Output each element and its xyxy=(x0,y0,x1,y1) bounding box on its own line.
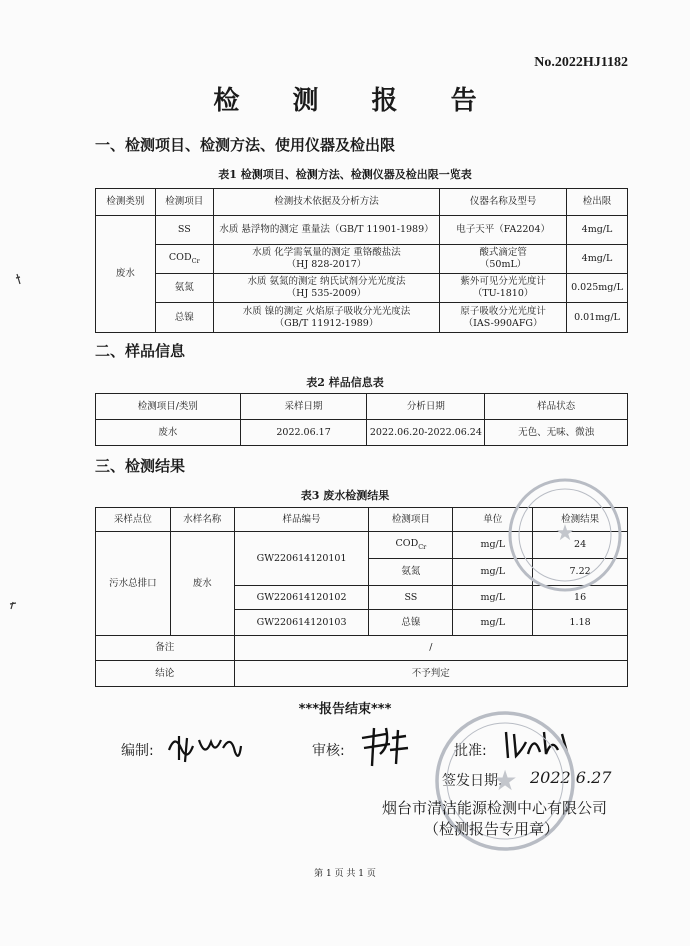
item-cell: SS xyxy=(369,586,453,610)
unit-cell: mg/L xyxy=(453,586,533,610)
method-cell: 水质 氨氮的测定 纳氏试剂分光光度法 （HJ 535-2009） xyxy=(213,274,439,303)
method-cell: 水质 悬浮物的测定 重量法（GB/T 11901-1989） xyxy=(213,216,439,245)
sampling-point-cell: 污水总排口 xyxy=(96,532,171,636)
header-cell: 样品编号 xyxy=(234,508,369,532)
header-cell: 检测项目 xyxy=(155,189,213,216)
table-3-caption: 表3 废水检测结果 xyxy=(300,489,390,502)
result-cell: 24 xyxy=(533,532,628,559)
table-header-row xyxy=(96,189,628,216)
remark-row xyxy=(96,636,628,661)
instrument-cell: 紫外可见分光光度计 （TU-1810） xyxy=(440,274,567,303)
remark-value: / xyxy=(234,636,627,661)
header-cell: 检测技术依据及分析方法 xyxy=(213,189,439,216)
category-cell: 废水 xyxy=(96,420,241,446)
header-cell: 检出限 xyxy=(567,189,628,216)
instrument-cell: 电子天平（FA2204） xyxy=(440,216,567,245)
header-cell: 采样日期 xyxy=(240,394,367,420)
compiler-signature xyxy=(165,728,245,766)
unit-cell: mg/L xyxy=(453,610,533,636)
header-cell: 检测结果 xyxy=(533,508,628,532)
table-row xyxy=(96,274,628,303)
unit-cell: mg/L xyxy=(453,532,533,559)
limit-cell: 4mg/L xyxy=(567,245,628,274)
sample-name-cell: 废水 xyxy=(170,532,234,636)
header-cell: 检测项目/类别 xyxy=(96,394,241,420)
issue-date-label: 签发日期: xyxy=(442,773,503,789)
result-cell: 1.18 xyxy=(533,610,628,636)
reviewer-label: 审核: xyxy=(312,743,345,759)
table-2-caption: 表2 样品信息表 xyxy=(306,376,384,389)
sampling-date-cell: 2022.06.17 xyxy=(240,420,367,446)
remark-label: 备注 xyxy=(96,636,235,661)
method-table xyxy=(95,188,628,333)
instrument-cell: 原子吸收分光光度计 （IAS-990AFG） xyxy=(440,303,567,333)
analysis-date-cell: 2022.06.20-2022.06.24 xyxy=(367,420,485,446)
unit-cell: mg/L xyxy=(453,559,533,586)
conclusion-label: 结论 xyxy=(96,661,235,687)
method-cell: 水质 镍的测定 火焰原子吸收分光光度法 （GB/T 11912-1989） xyxy=(213,303,439,333)
svg-text:★: ★ xyxy=(555,521,575,546)
section-3-heading: 三、检测结果 xyxy=(95,457,186,475)
result-cell: 16 xyxy=(533,586,628,610)
sample-number-cell: GW220614120101 xyxy=(234,532,369,586)
table-row xyxy=(96,420,628,446)
svg-text:★: ★ xyxy=(492,764,518,797)
organization-seal-note: （检测报告专用章） xyxy=(424,820,560,838)
sample-state-cell: 无色、无味、微浊 xyxy=(485,420,628,446)
testing-seal-stamp-results xyxy=(500,470,630,600)
header-cell: 仪器名称及型号 xyxy=(440,189,567,216)
limit-cell: 4mg/L xyxy=(567,216,628,245)
scan-mark xyxy=(14,272,24,286)
organization-name: 烟台市清洁能源检测中心有限公司 xyxy=(382,799,608,817)
report-end-marker: ***报告结束*** xyxy=(298,702,392,717)
report-title: 检 测 报 告 xyxy=(213,86,499,116)
header-cell: 样品状态 xyxy=(485,394,628,420)
item-cell: SS xyxy=(155,216,213,245)
method-cell: 水质 化学需氧量的测定 重铬酸盐法 （HJ 828-2017） xyxy=(213,245,439,274)
scan-mark xyxy=(8,600,20,612)
header-cell: 分析日期 xyxy=(367,394,485,420)
approver-label: 批准: xyxy=(454,743,487,759)
category-cell: 废水 xyxy=(96,216,156,333)
sample-number-cell: GW220614120102 xyxy=(234,586,369,610)
conclusion-value: 不予判定 xyxy=(234,661,627,687)
conclusion-row xyxy=(96,661,628,687)
compiler-label: 编制: xyxy=(121,743,154,759)
table-header-row xyxy=(96,394,628,420)
report-number: No.2022HJ1182 xyxy=(534,55,628,70)
header-cell: 单位 xyxy=(453,508,533,532)
header-cell: 采样点位 xyxy=(96,508,171,532)
table-row xyxy=(96,303,628,333)
table-row xyxy=(96,216,628,245)
issue-date-value: 2022.6.27 xyxy=(530,768,612,787)
table-1-caption: 表1 检测项目、检测方法、检测仪器及检出限一览表 xyxy=(218,168,472,181)
section-1-heading: 一、检测项目、检测方法、使用仪器及检出限 xyxy=(95,136,396,154)
sample-number-cell: GW220614120103 xyxy=(234,610,369,636)
sample-info-table xyxy=(95,393,628,446)
result-cell: 7.22 xyxy=(533,559,628,586)
item-cell: 氨氮 xyxy=(155,274,213,303)
item-cell: 总镍 xyxy=(369,610,453,636)
header-cell: 检测项目 xyxy=(369,508,453,532)
header-cell: 水样名称 xyxy=(170,508,234,532)
item-cell: 氨氮 xyxy=(369,559,453,586)
limit-cell: 0.025mg/L xyxy=(567,274,628,303)
item-cell: $COD_{Cr}$ xyxy=(369,532,453,559)
item-cell: 总镍 xyxy=(155,303,213,333)
table-row xyxy=(96,245,628,274)
item-cell: $COD_{Cr}$ xyxy=(155,245,213,274)
limit-cell: 0.01mg/L xyxy=(567,303,628,333)
page-footer: 第 1 页 共 1 页 xyxy=(314,869,376,879)
instrument-cell: 酸式滴定管 （50mL） xyxy=(440,245,567,274)
reviewer-signature xyxy=(356,724,412,770)
section-2-heading: 二、样品信息 xyxy=(95,342,186,360)
header-cell: 检测类别 xyxy=(96,189,156,216)
